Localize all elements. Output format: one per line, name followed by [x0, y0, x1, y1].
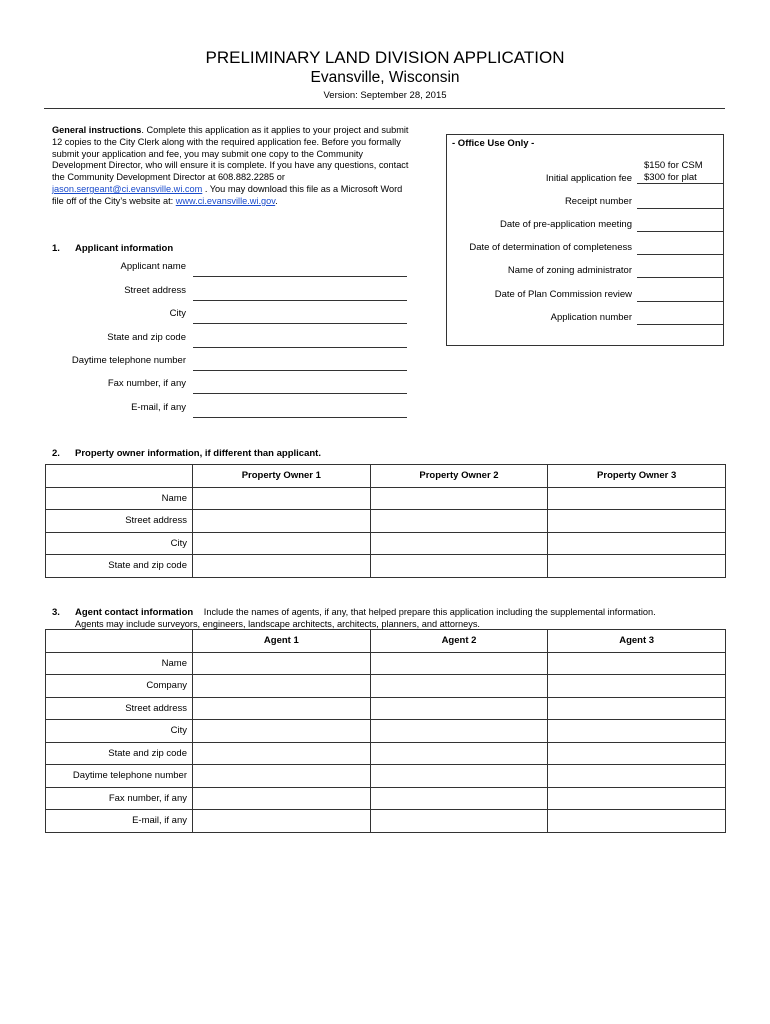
- applicant-label-city: City: [169, 308, 186, 319]
- office-label-name-of-zoning-administrator: Name of zoning administrator: [507, 265, 632, 276]
- fee-schedule: [644, 160, 703, 184]
- agent-row-label-e-mail-if-any: E-mail, if any: [46, 810, 193, 833]
- fee-plat: $300 for plat: [644, 172, 697, 183]
- table-row: [46, 765, 726, 788]
- applicant-field-city[interactable]: [193, 323, 407, 324]
- agent-input-cell[interactable]: [370, 675, 548, 698]
- instructions-text-1: . Complete this application as it applies to your project and submit 12 copies to the City Clerk along with the required application fee. Before you formally submit your application and fee, you may submit one copy to the Community Development Director, who will ensure it is complete. If you have any questions, contact the Community Development Director at 608.882.2285 or: [52, 125, 409, 183]
- agent-row-label-state-and-zip-code: State and zip code: [46, 742, 193, 765]
- applicant-label-fax-number-if-any: Fax number, if any: [107, 378, 186, 389]
- agent-input-cell[interactable]: [370, 697, 548, 720]
- owner-input-cell[interactable]: [548, 510, 726, 533]
- owner-input-cell[interactable]: [193, 532, 371, 555]
- applicant-label-state-and-zip-code: State and zip code: [107, 332, 186, 343]
- general-instructions: [52, 125, 412, 208]
- owner-input-cell[interactable]: [370, 555, 548, 578]
- section-3-number: 3.: [52, 607, 60, 618]
- table-row: [46, 555, 726, 578]
- owner-input-cell[interactable]: [548, 487, 726, 510]
- agent-corner-cell: [46, 630, 193, 653]
- section-3-heading: [75, 607, 656, 618]
- agent-input-cell[interactable]: [193, 675, 371, 698]
- office-use-title: - Office Use Only -: [452, 138, 535, 149]
- owner-row-label-state-and-zip-code: State and zip code: [46, 555, 193, 578]
- instructions-text-3: .: [275, 195, 278, 206]
- applicant-field-street-address[interactable]: [193, 300, 407, 301]
- table-row: [46, 532, 726, 555]
- applicant-label-daytime-telephone-number: Daytime telephone number: [71, 355, 186, 366]
- agent-row-label-name: Name: [46, 652, 193, 675]
- agent-input-cell[interactable]: [548, 697, 726, 720]
- office-field-initial-application-fee[interactable]: [637, 183, 723, 184]
- office-field-receipt-number[interactable]: [637, 208, 723, 209]
- owner-row-label-city: City: [46, 532, 193, 555]
- section-3-note-2: Agents may include surveyors, engineers, landscape architects, architects, planners, and attorneys.: [75, 619, 480, 629]
- owner-row-label-street-address: Street address: [46, 510, 193, 533]
- owner-input-cell[interactable]: [370, 510, 548, 533]
- agent-input-cell[interactable]: [548, 742, 726, 765]
- applicant-label-street-address: Street address: [124, 285, 186, 296]
- applicant-field-fax-number-if-any[interactable]: [193, 393, 407, 394]
- section-1-title: Applicant information: [75, 243, 174, 254]
- section-3-note-1: Include the names of agents, if any, that helped prepare this application including the supplemental information.: [203, 607, 656, 617]
- owner-input-cell[interactable]: [193, 555, 371, 578]
- agent-input-cell[interactable]: [548, 652, 726, 675]
- owner-input-cell[interactable]: [193, 487, 371, 510]
- instructions-lead: General instructions: [52, 125, 142, 135]
- office-label-application-number: Application number: [550, 312, 632, 323]
- agent-input-cell[interactable]: [193, 697, 371, 720]
- table-row: [46, 487, 726, 510]
- agent-input-cell[interactable]: [370, 765, 548, 788]
- page-title: PRELIMINARY LAND DIVISION APPLICATION: [205, 48, 565, 67]
- office-field-name-of-zoning-administrator[interactable]: [637, 277, 723, 278]
- agent-input-cell[interactable]: [193, 787, 371, 810]
- agent-row-label-company: Company: [46, 675, 193, 698]
- agent-header-row: [46, 630, 726, 653]
- applicant-field-daytime-telephone-number[interactable]: [193, 370, 407, 371]
- office-label-initial-application-fee: Initial application fee: [545, 173, 632, 184]
- page-subtitle: Evansville, Wisconsin: [310, 69, 460, 86]
- table-row: [46, 810, 726, 833]
- agent-input-cell[interactable]: [548, 787, 726, 810]
- agent-input-cell[interactable]: [193, 810, 371, 833]
- table-row: [46, 510, 726, 533]
- agent-input-cell[interactable]: [370, 787, 548, 810]
- section-2-title: Property owner information, if different than applicant.: [75, 448, 321, 459]
- applicant-label-applicant-name: Applicant name: [120, 261, 186, 272]
- agent-row-label-street-address: Street address: [46, 697, 193, 720]
- agent-input-cell[interactable]: [370, 742, 548, 765]
- owner-corner-cell: [46, 465, 193, 488]
- owner-column-header: Property Owner 3: [548, 465, 726, 488]
- section-2-number: 2.: [52, 448, 60, 459]
- office-label-date-of-determination-of-completeness: Date of determination of completeness: [469, 242, 632, 253]
- office-field-application-number[interactable]: [637, 324, 723, 325]
- agent-input-cell[interactable]: [370, 810, 548, 833]
- version-label: Version: September 28, 2015: [323, 90, 447, 101]
- owner-row-label-name: Name: [46, 487, 193, 510]
- agent-row-label-fax-number-if-any: Fax number, if any: [46, 787, 193, 810]
- owner-input-cell[interactable]: [193, 510, 371, 533]
- agent-input-cell[interactable]: [193, 720, 371, 743]
- agent-column-header: Agent 3: [548, 630, 726, 653]
- owner-column-header: Property Owner 1: [193, 465, 371, 488]
- agent-input-cell[interactable]: [548, 675, 726, 698]
- applicant-field-state-and-zip-code[interactable]: [193, 347, 407, 348]
- agent-table: [45, 629, 726, 833]
- table-row: [46, 697, 726, 720]
- header-rule: [44, 108, 725, 109]
- agent-column-header: Agent 1: [193, 630, 371, 653]
- table-row: [46, 720, 726, 743]
- office-label-date-of-pre-application-meeting: Date of pre-application meeting: [499, 219, 632, 230]
- owner-input-cell[interactable]: [370, 532, 548, 555]
- owner-input-cell[interactable]: [548, 555, 726, 578]
- agent-input-cell[interactable]: [370, 652, 548, 675]
- agent-input-cell[interactable]: [548, 765, 726, 788]
- table-row: [46, 675, 726, 698]
- agent-input-cell[interactable]: [370, 720, 548, 743]
- agent-input-cell[interactable]: [193, 765, 371, 788]
- owner-input-cell[interactable]: [370, 487, 548, 510]
- table-row: [46, 787, 726, 810]
- applicant-field-e-mail-if-any[interactable]: [193, 417, 407, 418]
- section-3-title: Agent contact information: [75, 607, 194, 618]
- office-field-date-of-plan-commission-review[interactable]: [637, 301, 723, 302]
- contact-email-link[interactable]: jason.sergeant@ci.evansville.wi.com: [52, 183, 203, 194]
- agent-row-label-daytime-telephone-number: Daytime telephone number: [46, 765, 193, 788]
- agent-input-cell[interactable]: [193, 742, 371, 765]
- section-1-number: 1.: [52, 243, 60, 254]
- owner-column-header: Property Owner 2: [370, 465, 548, 488]
- office-field-date-of-determination-of-completeness[interactable]: [637, 254, 723, 255]
- table-row: [46, 652, 726, 675]
- table-row: [46, 742, 726, 765]
- city-website-link[interactable]: www.ci.evansville.wi.gov: [175, 195, 276, 206]
- agent-input-cell[interactable]: [548, 810, 726, 833]
- property-owner-table: [45, 464, 726, 578]
- applicant-field-applicant-name[interactable]: [193, 276, 407, 277]
- office-field-date-of-pre-application-meeting[interactable]: [637, 231, 723, 232]
- applicant-label-e-mail-if-any: E-mail, if any: [131, 402, 186, 413]
- office-label-date-of-plan-commission-review: Date of Plan Commission review: [494, 289, 632, 300]
- owner-input-cell[interactable]: [548, 532, 726, 555]
- owner-header-row: [46, 465, 726, 488]
- office-label-receipt-number: Receipt number: [564, 196, 632, 207]
- agent-input-cell[interactable]: [193, 652, 371, 675]
- fee-csm: $150 for CSM: [644, 160, 703, 171]
- agent-input-cell[interactable]: [548, 720, 726, 743]
- instructions-text-2: . You may download this file as a Microsoft Word file off of the City’s website at:: [52, 183, 403, 206]
- agent-column-header: Agent 2: [370, 630, 548, 653]
- agent-row-label-city: City: [46, 720, 193, 743]
